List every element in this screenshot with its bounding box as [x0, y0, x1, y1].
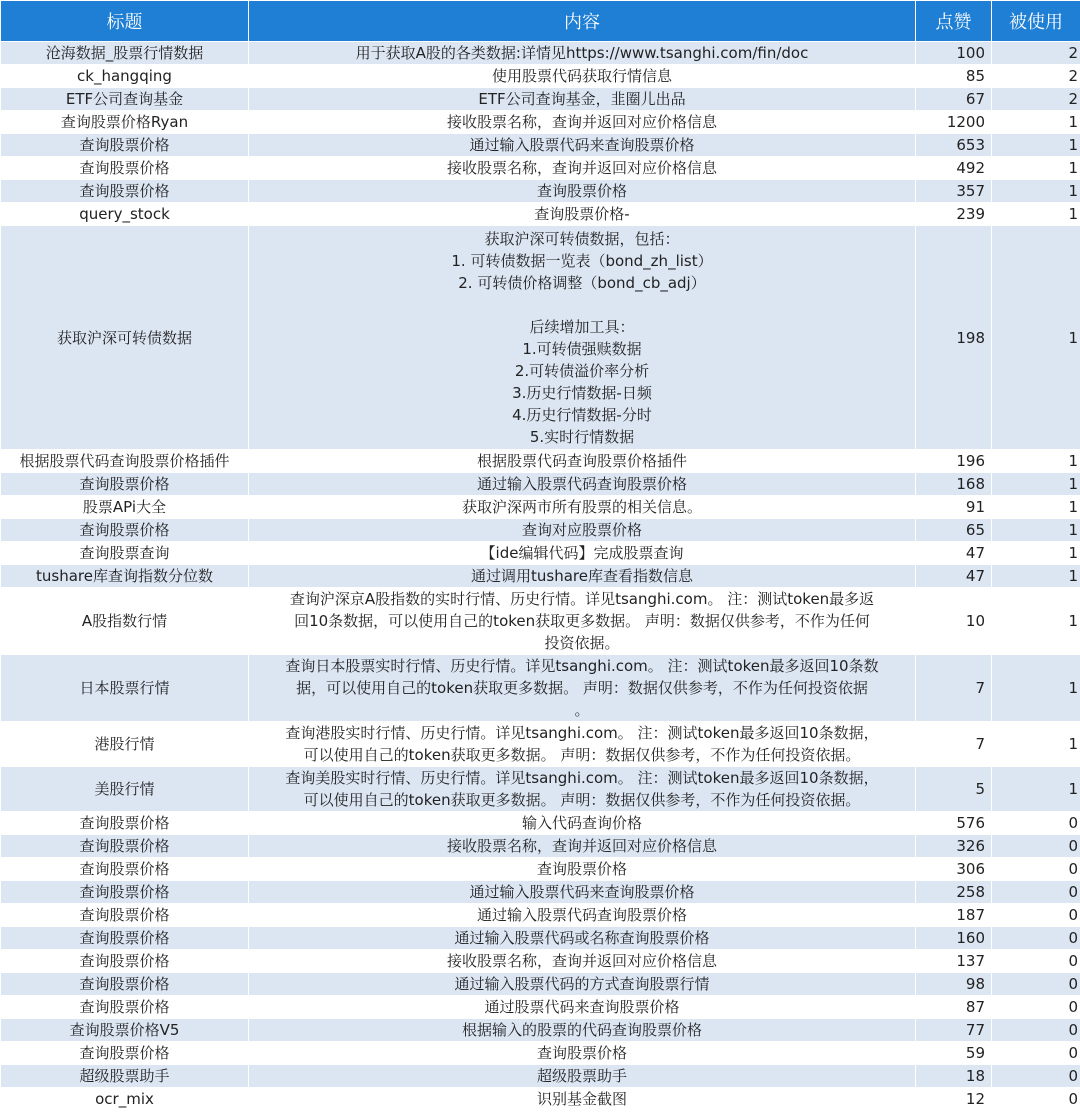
cell-likes: 187 — [916, 904, 992, 927]
cell-used: 1 — [992, 157, 1080, 180]
table-row — [1, 1065, 1080, 1088]
table-row — [1, 203, 1080, 226]
cell-content: 用于获取A股的各类数据:详情见https://www.tsanghi.com/fin/doc — [249, 42, 916, 65]
cell-title: 查询股票价格V5 — [1, 1019, 249, 1042]
cell-used: 2 — [992, 42, 1080, 65]
cell-likes: 100 — [916, 42, 992, 65]
cell-likes: 492 — [916, 157, 992, 180]
cell-content: 查询美股实时行情、历史行情。详见tsanghi.com。 注：测试token最多返回10条数据， 可以使用自己的token获取更多数据。 声明：数据仅供参考，不作为任何投资依据。 — [249, 767, 916, 812]
table-row — [1, 927, 1080, 950]
cell-likes: 1200 — [916, 111, 992, 134]
cell-content: 【ide编辑代码】完成股票查询 — [249, 542, 916, 565]
cell-content: 通过输入股票代码查询股票价格 — [249, 904, 916, 927]
cell-used: 1 — [992, 226, 1080, 450]
cell-content: 通过股票代码来查询股票价格 — [249, 996, 916, 1019]
cell-title: query_stock — [1, 203, 249, 226]
cell-used: 1 — [992, 767, 1080, 812]
cell-content: 接收股票名称，查询并返回对应价格信息 — [249, 835, 916, 858]
cell-title: 查询股票价格 — [1, 904, 249, 927]
cell-likes: 47 — [916, 542, 992, 565]
cell-used: 0 — [992, 1065, 1080, 1088]
cell-used: 0 — [992, 1088, 1080, 1111]
table-row — [1, 542, 1080, 565]
cell-used: 1 — [992, 722, 1080, 767]
cell-title: A股指数行情 — [1, 588, 249, 655]
cell-likes: 18 — [916, 1065, 992, 1088]
cell-likes: 196 — [916, 450, 992, 473]
cell-used: 1 — [992, 519, 1080, 542]
table-row — [1, 588, 1080, 655]
table-row — [1, 65, 1080, 88]
table-row — [1, 996, 1080, 1019]
cell-content: 根据输入的股票的代码查询股票价格 — [249, 1019, 916, 1042]
cell-title: 超级股票助手 — [1, 1065, 249, 1088]
cell-content: 通过输入股票代码来查询股票价格 — [249, 134, 916, 157]
cell-used: 0 — [992, 835, 1080, 858]
table-body — [1, 42, 1080, 1111]
table-row — [1, 519, 1080, 542]
cell-likes: 137 — [916, 950, 992, 973]
table-row — [1, 134, 1080, 157]
table-row — [1, 473, 1080, 496]
cell-used: 0 — [992, 927, 1080, 950]
table-row — [1, 565, 1080, 588]
cell-likes: 87 — [916, 996, 992, 1019]
cell-used: 1 — [992, 655, 1080, 722]
cell-title: 查询股票价格 — [1, 973, 249, 996]
cell-title: 沧海数据_股票行情数据 — [1, 42, 249, 65]
cell-likes: 77 — [916, 1019, 992, 1042]
cell-title: 查询股票价格 — [1, 473, 249, 496]
cell-used: 1 — [992, 565, 1080, 588]
cell-title: ocr_mix — [1, 1088, 249, 1111]
cell-likes: 653 — [916, 134, 992, 157]
cell-content: 通过输入股票代码查询股票价格 — [249, 473, 916, 496]
cell-content: ETF公司查询基金，韭圈儿出品 — [249, 88, 916, 111]
table-row — [1, 858, 1080, 881]
table-row — [1, 722, 1080, 767]
cell-likes: 47 — [916, 565, 992, 588]
cell-title: 美股行情 — [1, 767, 249, 812]
cell-content: 根据股票代码查询股票价格插件 — [249, 450, 916, 473]
table-row — [1, 42, 1080, 65]
cell-content: 通过输入股票代码或名称查询股票价格 — [249, 927, 916, 950]
cell-content: 获取沪深两市所有股票的相关信息。 — [249, 496, 916, 519]
table-row — [1, 1042, 1080, 1065]
cell-content: 查询股票价格 — [249, 180, 916, 203]
cell-used: 1 — [992, 134, 1080, 157]
cell-content: 通过调用tushare库查看指数信息 — [249, 565, 916, 588]
cell-likes: 198 — [916, 226, 992, 450]
cell-title: 股票APi大全 — [1, 496, 249, 519]
cell-likes: 326 — [916, 835, 992, 858]
cell-used: 1 — [992, 542, 1080, 565]
cell-content: 获取沪深可转债数据，包括： 1. 可转债数据一览表（bond_zh_list） 2. 可转债价格调整（bond_cb_adj） 后续增加工具： 1.可转债强赎数据 2.可转债溢价率分析 3.历史行情数据-日频 4.历史行情数据-分时 5.实时行情数据 — [249, 226, 916, 450]
cell-likes: 65 — [916, 519, 992, 542]
cell-used: 0 — [992, 881, 1080, 904]
cell-title: 查询股票价格 — [1, 134, 249, 157]
cell-used: 0 — [992, 950, 1080, 973]
cell-used: 0 — [992, 996, 1080, 1019]
cell-title: 查询股票价格 — [1, 157, 249, 180]
cell-title: 日本股票行情 — [1, 655, 249, 722]
cell-used: 1 — [992, 473, 1080, 496]
cell-likes: 59 — [916, 1042, 992, 1065]
cell-title: 查询股票价格 — [1, 180, 249, 203]
cell-content: 使用股票代码获取行情信息 — [249, 65, 916, 88]
cell-likes: 85 — [916, 65, 992, 88]
table-row — [1, 157, 1080, 180]
cell-used: 2 — [992, 88, 1080, 111]
cell-content: 识别基金截图 — [249, 1088, 916, 1111]
cell-title: 查询股票价格 — [1, 927, 249, 950]
cell-likes: 160 — [916, 927, 992, 950]
table-row — [1, 88, 1080, 111]
cell-content: 接收股票名称，查询并返回对应价格信息 — [249, 111, 916, 134]
header-used: 被使用 — [992, 1, 1080, 42]
cell-used: 0 — [992, 812, 1080, 835]
cell-content: 超级股票助手 — [249, 1065, 916, 1088]
cell-likes: 5 — [916, 767, 992, 812]
table-row — [1, 973, 1080, 996]
cell-likes: 306 — [916, 858, 992, 881]
cell-title: 港股行情 — [1, 722, 249, 767]
cell-title: 查询股票价格 — [1, 835, 249, 858]
table-row — [1, 450, 1080, 473]
cell-content: 输入代码查询价格 — [249, 812, 916, 835]
cell-content: 通过输入股票代码来查询股票价格 — [249, 881, 916, 904]
cell-title: 查询股票价格 — [1, 812, 249, 835]
cell-title: 查询股票价格 — [1, 519, 249, 542]
cell-title: 查询股票价格Ryan — [1, 111, 249, 134]
cell-title: 根据股票代码查询股票价格插件 — [1, 450, 249, 473]
cell-used: 1 — [992, 496, 1080, 519]
cell-used: 0 — [992, 1019, 1080, 1042]
cell-likes: 7 — [916, 655, 992, 722]
cell-content: 查询日本股票实时行情、历史行情。详见tsanghi.com。 注：测试token最多返回10条数 据，可以使用自己的token获取更多数据。 声明：数据仅供参考，不作为任何投资依据 。 — [249, 655, 916, 722]
cell-likes: 91 — [916, 496, 992, 519]
cell-content: 查询股票价格 — [249, 858, 916, 881]
cell-title: 查询股票查询 — [1, 542, 249, 565]
cell-likes: 98 — [916, 973, 992, 996]
cell-likes: 7 — [916, 722, 992, 767]
header-likes: 点赞 — [916, 1, 992, 42]
header-content: 内容 — [249, 1, 916, 42]
cell-content: 查询沪深京A股指数的实时行情、历史行情。详见tsanghi.com。 注：测试token最多返 回10条数据，可以使用自己的token获取更多数据。 声明：数据仅供参考，不作为任何 投资依据。 — [249, 588, 916, 655]
cell-used: 1 — [992, 180, 1080, 203]
cell-title: 查询股票价格 — [1, 858, 249, 881]
table-row — [1, 835, 1080, 858]
cell-title: 获取沪深可转债数据 — [1, 226, 249, 450]
cell-used: 2 — [992, 65, 1080, 88]
cell-likes: 258 — [916, 881, 992, 904]
table-row — [1, 881, 1080, 904]
header-row — [1, 1, 1080, 42]
cell-likes: 168 — [916, 473, 992, 496]
table-row — [1, 950, 1080, 973]
header-title: 标题 — [1, 1, 249, 42]
cell-title: ETF公司查询基金 — [1, 88, 249, 111]
table-row — [1, 180, 1080, 203]
table-row — [1, 1088, 1080, 1111]
table-row — [1, 111, 1080, 134]
cell-title: ck_hangqing — [1, 65, 249, 88]
cell-title: 查询股票价格 — [1, 996, 249, 1019]
table-row — [1, 226, 1080, 450]
cell-likes: 67 — [916, 88, 992, 111]
cell-content: 查询股票价格 — [249, 1042, 916, 1065]
cell-content: 查询股票价格- — [249, 203, 916, 226]
cell-title: 查询股票价格 — [1, 1042, 249, 1065]
cell-used: 1 — [992, 111, 1080, 134]
cell-likes: 576 — [916, 812, 992, 835]
cell-title: 查询股票价格 — [1, 950, 249, 973]
cell-content: 通过输入股票代码的方式查询股票行情 — [249, 973, 916, 996]
table-row — [1, 767, 1080, 812]
cell-used: 0 — [992, 973, 1080, 996]
cell-content: 查询港股实时行情、历史行情。详见tsanghi.com。 注：测试token最多返回10条数据， 可以使用自己的token获取更多数据。 声明：数据仅供参考，不作为任何投资依据。 — [249, 722, 916, 767]
cell-used: 0 — [992, 858, 1080, 881]
cell-likes: 239 — [916, 203, 992, 226]
cell-used: 1 — [992, 203, 1080, 226]
cell-used: 1 — [992, 450, 1080, 473]
cell-content: 接收股票名称，查询并返回对应价格信息 — [249, 950, 916, 973]
table-row — [1, 496, 1080, 519]
cell-title: tushare库查询指数分位数 — [1, 565, 249, 588]
cell-content: 接收股票名称，查询并返回对应价格信息 — [249, 157, 916, 180]
cell-title: 查询股票价格 — [1, 881, 249, 904]
table-row — [1, 1019, 1080, 1042]
cell-likes: 357 — [916, 180, 992, 203]
table-row — [1, 904, 1080, 927]
cell-used: 0 — [992, 1042, 1080, 1065]
table-row — [1, 655, 1080, 722]
table-row — [1, 812, 1080, 835]
cell-likes: 10 — [916, 588, 992, 655]
cell-likes: 12 — [916, 1088, 992, 1111]
cell-used: 0 — [992, 904, 1080, 927]
cell-content: 查询对应股票价格 — [249, 519, 916, 542]
cell-used: 1 — [992, 588, 1080, 655]
